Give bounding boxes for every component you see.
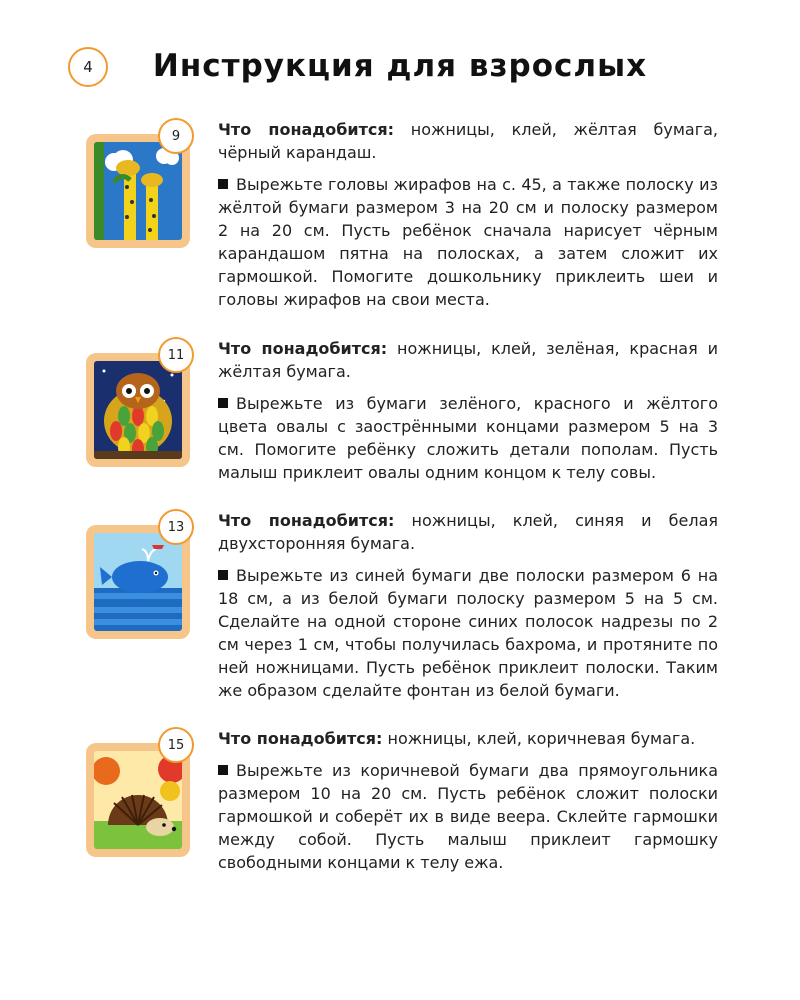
materials-label: Что понадобится: xyxy=(218,729,383,748)
giraffes-craft-image xyxy=(94,142,182,240)
materials-label: Что понадобится: xyxy=(218,120,395,139)
instruction-text xyxy=(218,509,718,711)
page-title: Инструкция для взрослых xyxy=(152,48,648,84)
instruction-text xyxy=(218,727,718,883)
page-reference-badge: 15 xyxy=(158,727,194,763)
page-number: 4 xyxy=(68,47,108,87)
instruction-text xyxy=(218,118,718,320)
materials-paragraph xyxy=(218,118,718,164)
instructions-body: Вырежьте головы жирафов на с. 45, а также полоску из жёлтой бумаги размером 3 на 20 см и полоску размером 2 на 20 см. Пусть ребёнок сначала нарисует чёрным карандашом пятна на полосках, а затем сложит их гармошкой. Помогите дошкольнику приклеить шеи и головы жирафов на свои места. xyxy=(218,175,718,309)
materials-list: ножницы, клей, синяя и белая двухсторонняя бумага. xyxy=(218,511,719,553)
owl-craft-image xyxy=(94,361,182,459)
materials-list: ножницы, клей, зелёная, красная и жёлтая бумага. xyxy=(218,339,719,381)
materials-paragraph xyxy=(218,337,718,383)
instruction-text xyxy=(218,337,718,493)
square-bullet-icon xyxy=(218,570,228,580)
page-reference-badge: 13 xyxy=(158,509,194,545)
materials-list: ножницы, клей, жёлтая бумага, чёрный карандаш. xyxy=(218,120,719,162)
whale-craft-image xyxy=(94,533,182,631)
materials-paragraph xyxy=(218,727,718,750)
instructions-paragraph xyxy=(218,759,718,874)
page-reference-badge: 9 xyxy=(158,118,194,154)
square-bullet-icon xyxy=(218,765,228,775)
instructions-paragraph xyxy=(218,173,718,311)
instructions-body: Вырежьте из бумаги зелёного, красного и жёлтого цвета овалы с заострёнными концами размером 5 на 3 см. Помогите ребёнку сложить детали пополам. Пусть малыш приклеит овалы одним концом к телу совы. xyxy=(218,394,718,482)
instructions-paragraph xyxy=(218,392,718,484)
materials-paragraph xyxy=(218,509,718,555)
materials-label: Что понадобится: xyxy=(218,511,395,530)
hedgehog-craft-image xyxy=(94,751,182,849)
materials-list: ножницы, клей, коричневая бумага. xyxy=(382,729,696,748)
square-bullet-icon xyxy=(218,398,228,408)
square-bullet-icon xyxy=(218,179,228,189)
instructions-body: Вырежьте из коричневой бумаги два прямоугольника размером 10 на 20 см. Пусть ребёнок сложит полоски гармошкой и соберёт их в виде веера. Склейте гармошки между собой. Пусть малыш приклеит гармошку свободными концами к телу ежа. xyxy=(218,761,718,872)
instructions-paragraph xyxy=(218,564,718,702)
page-reference-badge: 11 xyxy=(158,337,194,373)
instructions-body: Вырежьте из синей бумаги две полоски размером 6 на 18 см, а из белой бумаги полоску размером 5 на 5 см. Сделайте на одной стороне синих полосок надрезы по 2 см через 1 см, чтобы получилась бахрома, и протяните по ней ножницами. Пусть ребёнок приклеит полоски. Таким же образом сделайте фонтан из белой бумаги. xyxy=(218,566,718,700)
materials-label: Что понадобится: xyxy=(218,339,388,358)
